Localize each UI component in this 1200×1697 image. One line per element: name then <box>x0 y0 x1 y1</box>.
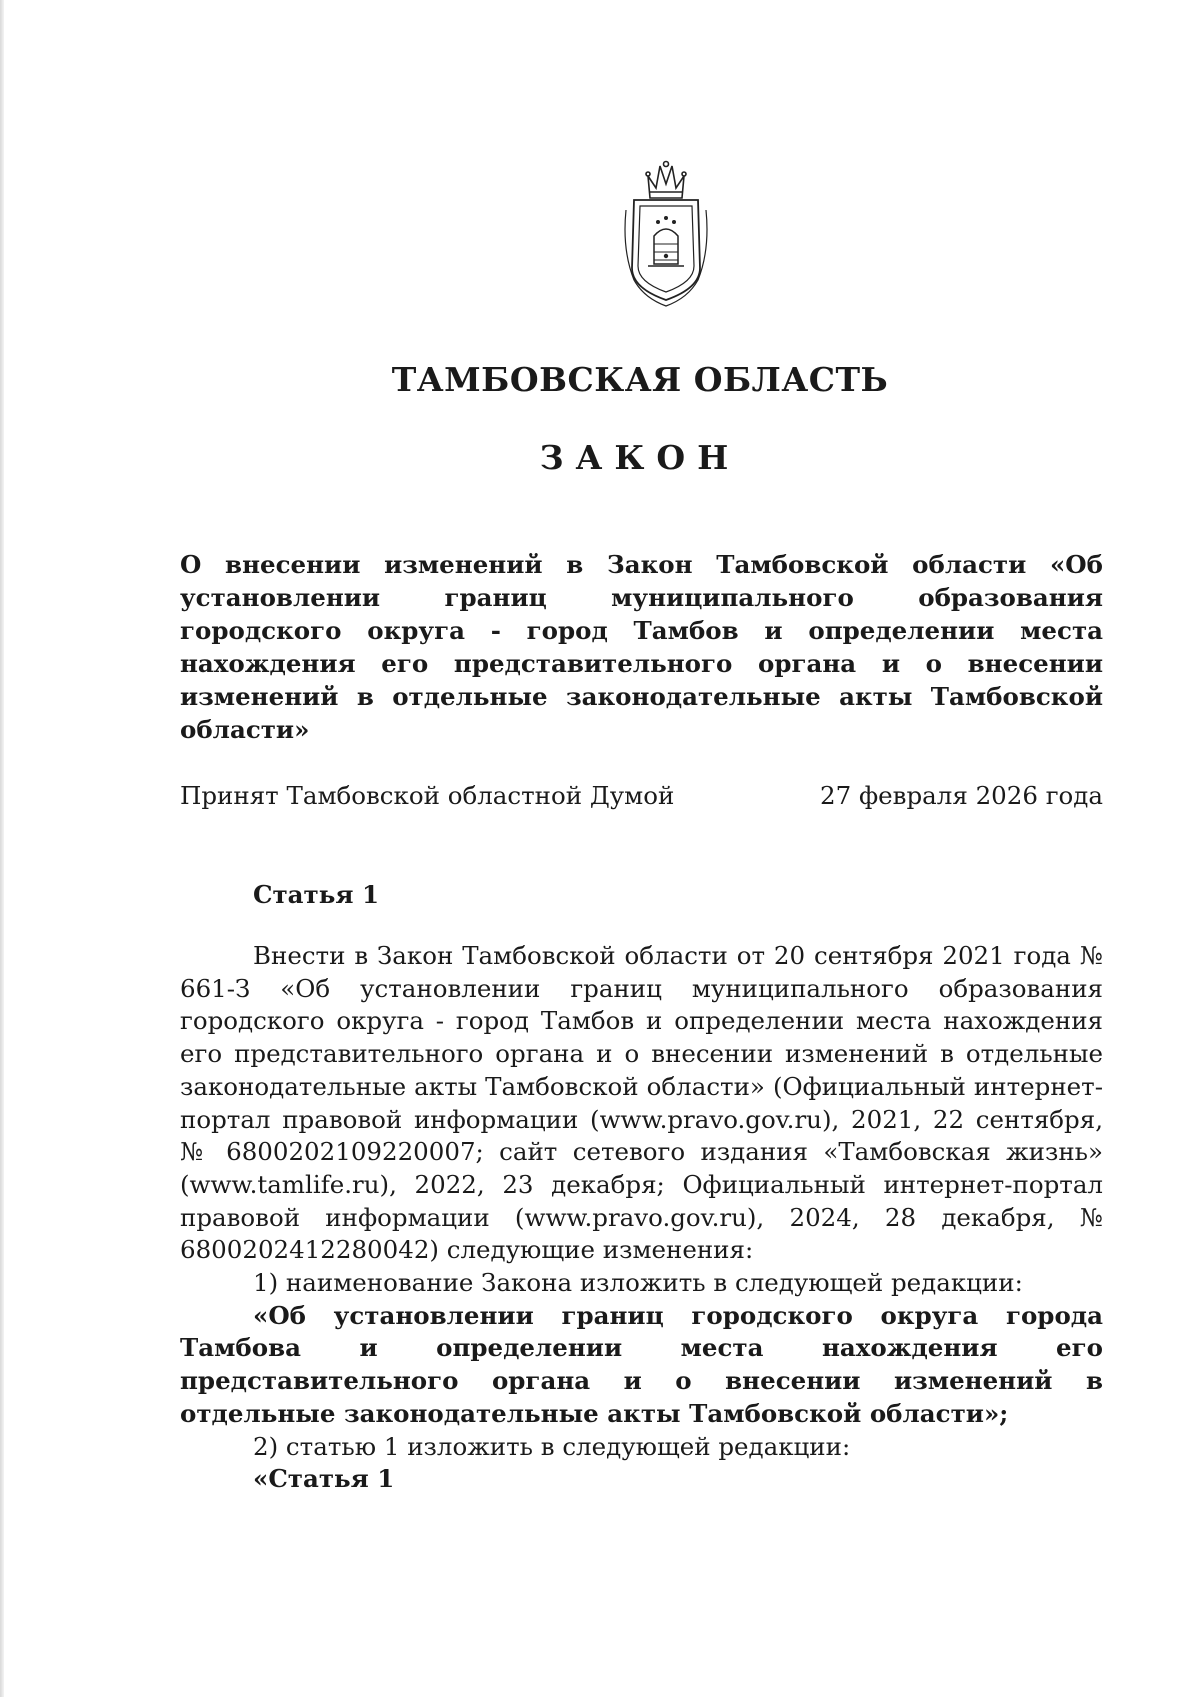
document-type: ЗАКОН <box>539 438 741 477</box>
item-2: 2) статью 1 изложить в следующей редакции: <box>253 1431 851 1461</box>
new-article-heading: «Статья 1 <box>253 1464 395 1494</box>
adoption-date: 27 февраля 2026 года <box>820 781 1103 810</box>
region-title: ТАМБОВСКАЯ ОБЛАСТЬ <box>391 360 889 399</box>
coat-of-arms-emblem <box>620 160 712 310</box>
item-1: 1) наименование Закона изложить в следующей редакции: <box>253 1268 1023 1298</box>
article-body <box>180 940 1103 1496</box>
law-title: О внесении изменений в Закон Тамбовской области «Об установлении границ муниципального образования городского округа - город Тамбов и определении места нахождения его представительного органа и о внесении изменений в отдельные законодательные акты Тамбовской области» <box>180 550 1103 744</box>
adoption-line <box>180 781 1103 810</box>
scan-edge <box>0 0 4 1697</box>
adopted-by: Принят Тамбовской областной Думой <box>180 781 675 810</box>
intro-paragraph: Внести в Закон Тамбовской области от 20 сентября 2021 года № 661-З «Об установлении границ муниципального образования городского округа - город Тамбов и определении места нахождения его представительного органа и о внесении изменений в отдельные законодательные акты Тамбовской области» (Официальный интернет-портал правовой информации (www.pravo.gov.ru), 2021, 22 сентября, № 6800202109220007; сайт сетевого издания «Тамбовская жизнь» (www.tamlife.ru), 2022, 23 декабря; Официальный интернет-портал правовой информации (www.pravo.gov.ru), 2024, 28 декабря, № 6800202412280042) следующие изменения: <box>180 941 1103 1265</box>
new-law-name: «Об установлении границ городского округа города Тамбова и определении места нахождения его представительного органа и о внесении изменений в отдельные законодательные акты Тамбовской области»; <box>180 1300 1103 1428</box>
article-heading: Статья 1 <box>253 880 380 909</box>
